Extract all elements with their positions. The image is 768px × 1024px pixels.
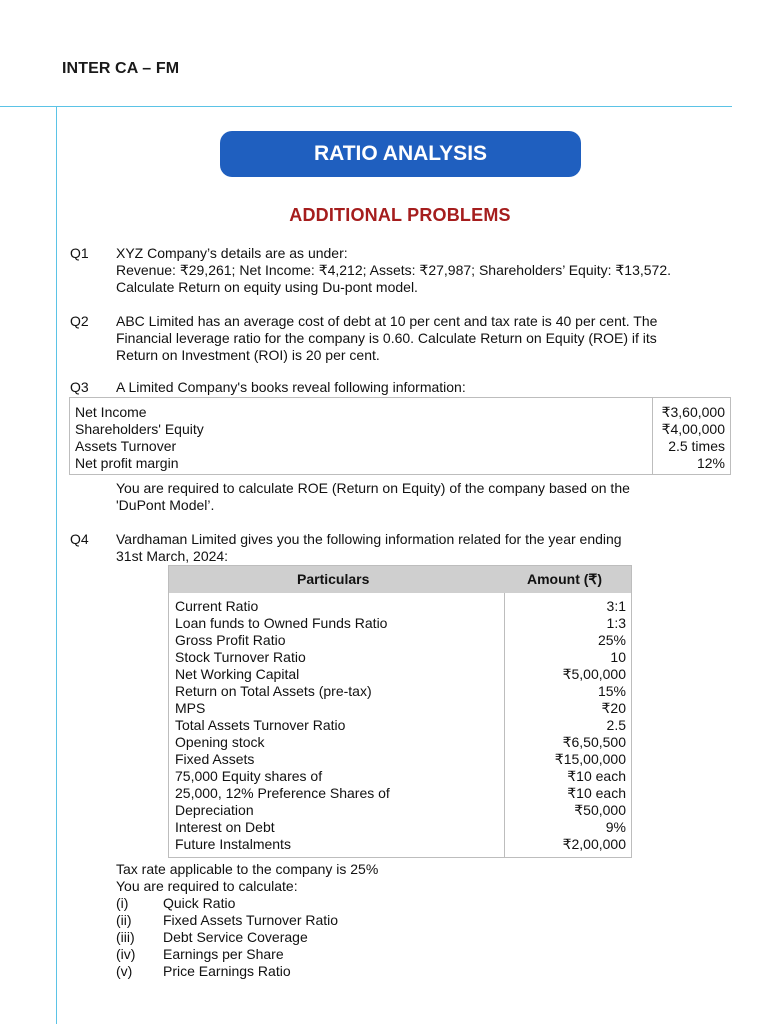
q1-line: XYZ Company’s details are as under: xyxy=(116,245,348,261)
q4-row-value: ₹5,00,000 xyxy=(562,666,626,682)
q4-item-text: Quick Ratio xyxy=(163,895,236,911)
q3-after-line: 'DuPont Model’. xyxy=(116,497,215,513)
q4-row-label: 75,000 Equity shares of xyxy=(175,768,323,784)
q4-required: You are required to calculate: xyxy=(116,878,298,894)
q3-row-label: Net profit margin xyxy=(75,455,179,471)
q4-row-label: Stock Turnover Ratio xyxy=(175,649,306,665)
q3-column-divider xyxy=(652,398,653,474)
header-amount: Amount (₹) xyxy=(527,571,602,587)
q4-table-header xyxy=(169,566,631,593)
q3-row-label: Net Income xyxy=(75,404,147,420)
subheading: ADDITIONAL PROBLEMS xyxy=(289,205,511,225)
margin-rule xyxy=(56,106,57,1024)
q2-number: Q2 xyxy=(70,313,89,329)
q4-row-value: ₹50,000 xyxy=(574,802,626,818)
q3-row-label: Shareholders' Equity xyxy=(75,421,204,437)
q4-column-divider xyxy=(504,593,505,857)
q4-value-column xyxy=(555,598,626,853)
q4-row-value: 2.5 xyxy=(606,717,626,733)
q4-row-label: Fixed Assets xyxy=(175,751,255,767)
q4-row-value: ₹20 xyxy=(601,700,626,716)
q1-number: Q1 xyxy=(70,245,89,261)
q4-row-label: Future Instalments xyxy=(175,836,291,852)
title-banner xyxy=(220,131,581,177)
q4-item-text: Price Earnings Ratio xyxy=(163,963,291,979)
q1-text xyxy=(116,245,736,296)
q3-number: Q3 xyxy=(70,379,89,395)
q1-line: Calculate Return on equity using Du-pont model. xyxy=(116,279,418,295)
q4-row-value: 10 xyxy=(610,649,626,665)
q4-label-column xyxy=(175,598,390,853)
q4-row-value: 15% xyxy=(597,683,626,699)
q4-row-value: 1:3 xyxy=(606,615,626,631)
q4-row-value: 9% xyxy=(605,819,626,835)
q3-row-label: Assets Turnover xyxy=(75,438,177,454)
q4-item-text: Debt Service Coverage xyxy=(163,929,308,945)
q4-row-label: Depreciation xyxy=(175,802,254,818)
banner-title: RATIO ANALYSIS xyxy=(313,142,488,165)
q4-row-label: Interest on Debt xyxy=(175,819,275,835)
q3-row-value: 12% xyxy=(696,455,725,471)
header-particulars: Particulars xyxy=(297,571,370,587)
q4-row-value: ₹10 each xyxy=(567,768,626,784)
q3-label-column xyxy=(75,404,204,472)
q3-row-value: 2.5 times xyxy=(668,438,725,454)
q4-row-label: Current Ratio xyxy=(175,598,259,614)
q4-intro-line: 31st March, 2024: xyxy=(116,548,229,564)
q4-row-value: 3:1 xyxy=(606,598,626,614)
q3-row-value: ₹3,60,000 xyxy=(661,404,725,420)
q2-line: Return on Investment (ROI) is 20 per cent. xyxy=(116,347,380,363)
q4-item-number: (ii) xyxy=(116,912,132,928)
q2-text xyxy=(116,313,736,364)
q4-row-value: ₹15,00,000 xyxy=(554,751,626,767)
header-title: INTER CA – FM xyxy=(62,60,180,77)
q4-intro xyxy=(116,531,736,565)
q4-tax-note: Tax rate applicable to the company is 25% xyxy=(116,861,379,877)
q4-row-label: Total Assets Turnover Ratio xyxy=(175,717,346,733)
q3-after-line: You are required to calculate ROE (Return on Equity) of the company based on the xyxy=(116,480,630,496)
q4-row-label: 25,000, 12% Preference Shares of xyxy=(175,785,390,801)
q4-row-label: Loan funds to Owned Funds Ratio xyxy=(175,615,388,631)
q4-row-label: MPS xyxy=(175,700,206,716)
q4-item-text: Earnings per Share xyxy=(163,946,284,962)
q4-row-label: Gross Profit Ratio xyxy=(175,632,286,648)
q4-row-label: Return on Total Assets (pre-tax) xyxy=(175,683,372,699)
q2-line: ABC Limited has an average cost of debt at 10 per cent and tax rate is 40 per cent. The xyxy=(116,313,658,329)
q1-line: Revenue: ₹29,261; Net Income: ₹4,212; Assets: ₹27,987; Shareholders’ Equity: ₹13,572. xyxy=(116,262,672,278)
q4-item-text: Fixed Assets Turnover Ratio xyxy=(163,912,339,928)
q3-after-text xyxy=(116,480,736,514)
q4-item-number: (v) xyxy=(116,963,133,979)
q3-row-value: ₹4,00,000 xyxy=(661,421,725,437)
q3-intro: A Limited Company's books reveal following information: xyxy=(116,379,466,395)
q4-item-number: (iv) xyxy=(116,946,136,962)
q4-number: Q4 xyxy=(70,531,89,547)
q4-row-label: Net Working Capital xyxy=(175,666,300,682)
q4-row-value: ₹10 each xyxy=(567,785,626,801)
q4-item-number: (i) xyxy=(116,895,129,911)
q4-row-value: 25% xyxy=(597,632,626,648)
q3-table xyxy=(69,397,731,475)
q4-row-value: ₹2,00,000 xyxy=(562,836,626,852)
q4-intro-line: Vardhaman Limited gives you the following information related for the year ending xyxy=(116,531,622,547)
q4-item-number: (iii) xyxy=(116,929,135,945)
q4-row-label: Opening stock xyxy=(175,734,265,750)
q4-table xyxy=(168,565,632,858)
header-rule xyxy=(0,106,732,107)
q3-value-column xyxy=(662,404,725,472)
q2-line: Financial leverage ratio for the company is 0.60. Calculate Return on Equity (ROE) if its xyxy=(116,330,657,346)
q4-row-value: ₹6,50,500 xyxy=(562,734,626,750)
